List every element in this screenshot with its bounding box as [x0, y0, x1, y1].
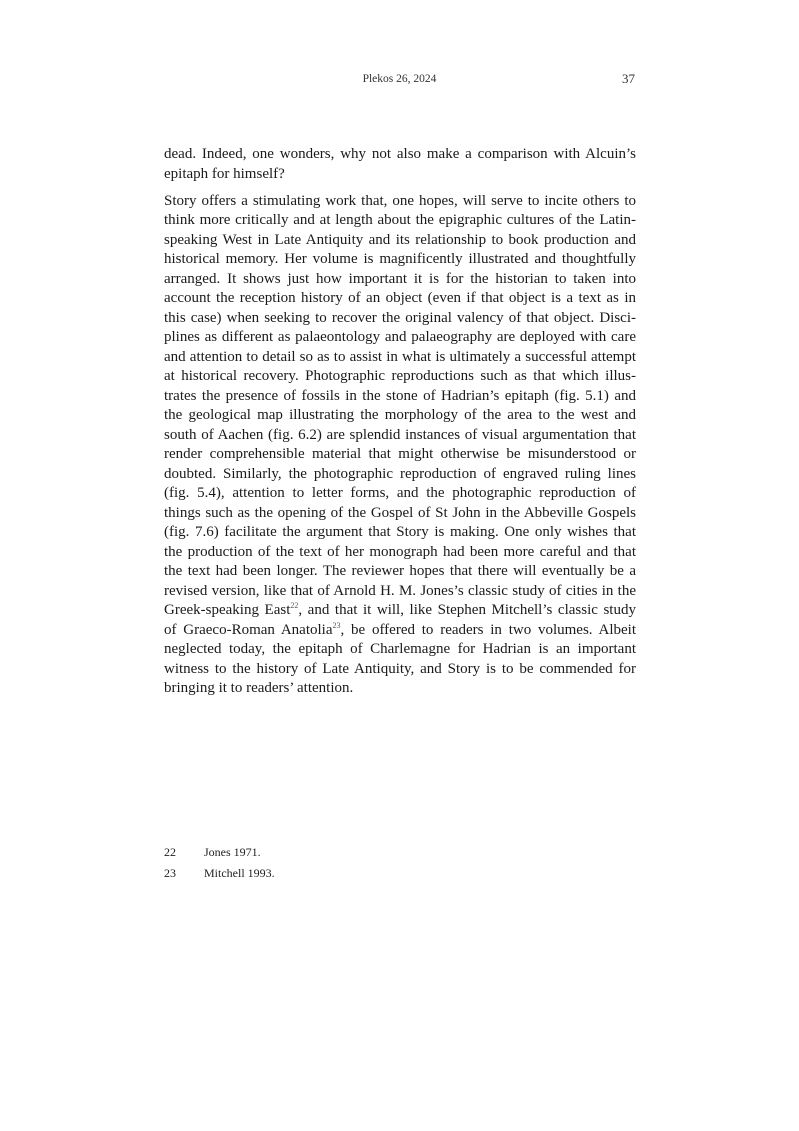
line-text: doubted. Similarly, the photographic reproduction of engraved ruling lines	[164, 465, 636, 482]
text-line	[164, 367, 636, 387]
text-line	[164, 328, 636, 348]
text-line	[164, 484, 636, 504]
text-line	[164, 445, 636, 465]
paragraph	[164, 145, 636, 184]
text-line	[164, 543, 636, 563]
line-text: arranged. It shows just how important it is for the historian to taken into	[164, 270, 636, 287]
line-text: revised version, like that of Arnold H. M. Jones’s classic study of cities in the	[164, 582, 636, 599]
line-text: and attention to detail so as to assist in what is ultimately a successful attempt	[164, 348, 636, 365]
text-line	[164, 211, 636, 231]
line-text: render comprehensible material that might otherwise be misunderstood or	[164, 446, 636, 462]
paragraph	[164, 192, 636, 699]
line-text: at historical recovery. Photographic reproductions such as that which illus-	[164, 368, 636, 384]
line-text: things such as the opening of the Gospel of St John in the Abbeville Gospels	[164, 504, 636, 521]
line-text: (fig. 7.6) facilitate the argument that Story is making. One only wishes that	[164, 524, 636, 540]
text-line	[164, 270, 636, 290]
text-line	[164, 289, 636, 309]
text-line	[164, 231, 636, 251]
text-line	[164, 601, 636, 621]
line-text: neglected today, the epitaph of Charlemagne for Hadrian is an important	[164, 641, 636, 657]
line-text: (fig. 5.4), attention to letter forms, and the photographic reproduction of	[164, 485, 636, 501]
line-text: account the reception history of an object (even if that object is a text as in	[164, 290, 636, 306]
line-text: the text had been longer. The reviewer hopes that there will eventually be a	[164, 563, 636, 579]
line-text: , be offered to readers in two volumes. Albeit	[340, 621, 636, 638]
line-text: , and that it will, like Stephen Mitchell’s classic study	[298, 602, 636, 618]
line-text: think more critically and at length about the epigraphic cultures of the Latin-	[164, 212, 636, 228]
text-line	[164, 348, 636, 368]
line-text: historical memory. Her volume is magnificently illustrated and thoughtfully	[164, 251, 636, 267]
line-text: plines as different as palaeontology and palaeography are deployed with care	[164, 329, 636, 345]
line-text: this case) when seeking to recover the original valency of that object. Disci-	[164, 309, 636, 326]
footnote-23	[164, 866, 275, 881]
text-line	[164, 465, 636, 485]
text-line	[164, 504, 636, 524]
footnote-text: Mitchell 1993.	[204, 866, 275, 880]
text-line	[164, 250, 636, 270]
text-line	[164, 660, 636, 680]
running-header: Plekos 26, 2024	[362, 73, 437, 85]
line-text: speaking West in Late Antiquity and its relationship to book production and	[164, 231, 636, 248]
line-text: bringing it to readers’ attention.	[164, 680, 354, 696]
footnote-reference[interactable]: 23	[332, 620, 341, 630]
text-line	[164, 165, 636, 185]
text-line	[164, 426, 636, 446]
line-text: trates the presence of fossils in the stone of Hadrian’s epitaph (fig. 5.1) and	[164, 387, 636, 404]
line-text: Story offers a stimulating work that, one hopes, will serve to incite others to	[164, 192, 636, 209]
line-text: south of Aachen (fig. 6.2) are splendid instances of visual argumentation that	[164, 426, 636, 443]
text-line	[164, 621, 636, 641]
text-line	[164, 679, 636, 699]
line-text: witness to the history of Late Antiquity, and Story is to be commended for	[164, 660, 636, 677]
footnote-reference[interactable]: 22	[290, 601, 299, 610]
text-line	[164, 562, 636, 582]
text-line	[164, 145, 636, 165]
line-text: Greek-speaking East	[164, 602, 291, 618]
line-text: dead. Indeed, one wonders, why not also make a comparison with Alcuin’s	[164, 146, 636, 162]
line-text: epitaph for himself?	[164, 165, 285, 182]
text-line	[164, 640, 636, 660]
text-line	[164, 582, 636, 602]
body-text	[164, 145, 636, 706]
line-text: the geological map illustrating the morphology of the area to the west and	[164, 407, 636, 423]
text-line	[164, 523, 636, 543]
text-line	[164, 406, 636, 426]
page-number: 37	[622, 71, 635, 86]
text-line	[164, 192, 636, 212]
line-text: of Graeco-Roman Anatolia	[164, 621, 333, 638]
text-line	[164, 387, 636, 407]
line-text: the production of the text of her monograph had been more careful and that	[164, 543, 636, 560]
text-line	[164, 309, 636, 329]
footnote-number: 22	[164, 845, 176, 859]
footnote-22	[164, 845, 261, 860]
footnote-number: 23	[164, 866, 176, 880]
footnote-text: Jones 1971.	[204, 845, 261, 859]
